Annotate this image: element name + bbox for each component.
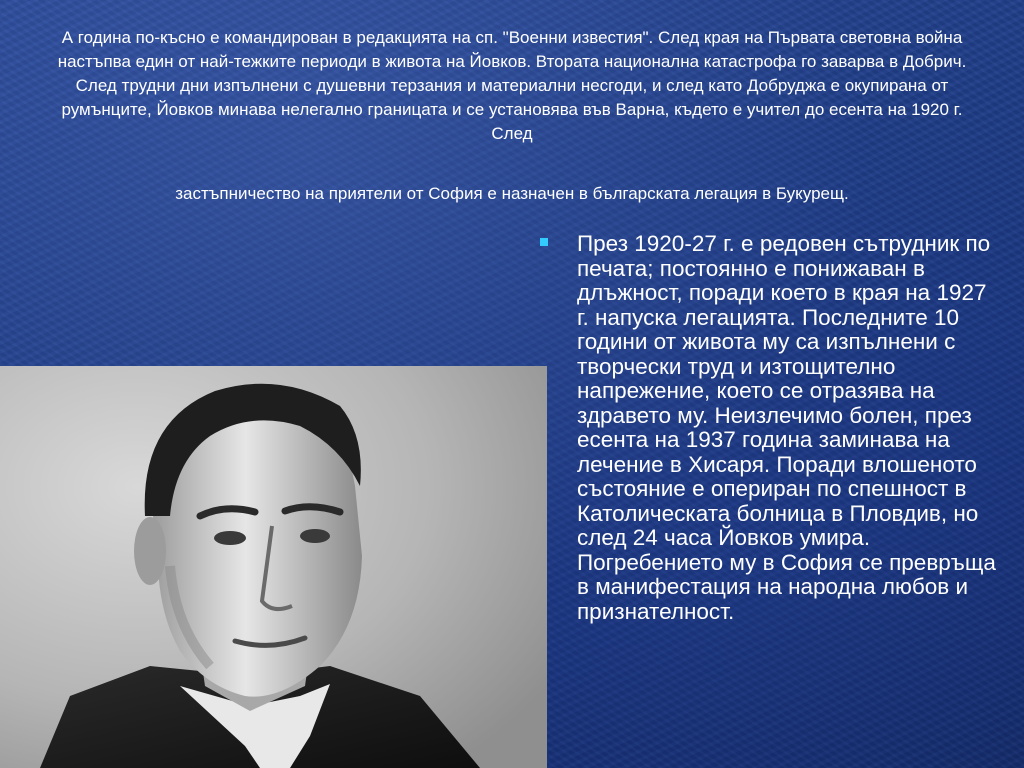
portrait-photo: [0, 366, 547, 768]
portrait-image: [0, 366, 547, 768]
bullet-square-icon: [540, 238, 548, 246]
intro-text: [40, 26, 984, 206]
intro-paragraph-2: застъпничество на приятели от София е назначен в българската легация в Букурещ.: [175, 184, 849, 203]
intro-paragraph-1: А година по-късно е командирован в редакцията на сп. "Военни известия". След края на Първата световна война настъпва един от най-тежките периоди в живота на Йовков. Втората национална катастрофа го заварва в Добрич. След трудни дни изпълнени с душевни терзания и материални несгоди, и след като Добруджа е окупирана от румънците, Йовков минава нелегално границата и се установява във Варна, където е учител до есента на 1920 г. След: [57, 28, 967, 143]
bullet-item-text: През 1920-27 г. е редовен сътрудник по печата; постоянно е понижаван в длъжност, поради което в края на 1927 г. напуска легацията. Последните 10 години от живота му са изпълнени с творчески труд и изтощително напрежение, което се отразява на здравето му. Неизлечимо болен, през есента на 1937 година заминава на лечение в Хисаря. Поради влошеното състояние е опериран по спешност в Католическата болница в Пловдив, но след 24 часа Йовков умира. Погребението му в София се превръща в манифестация на народна любов и признателност.: [577, 231, 996, 624]
